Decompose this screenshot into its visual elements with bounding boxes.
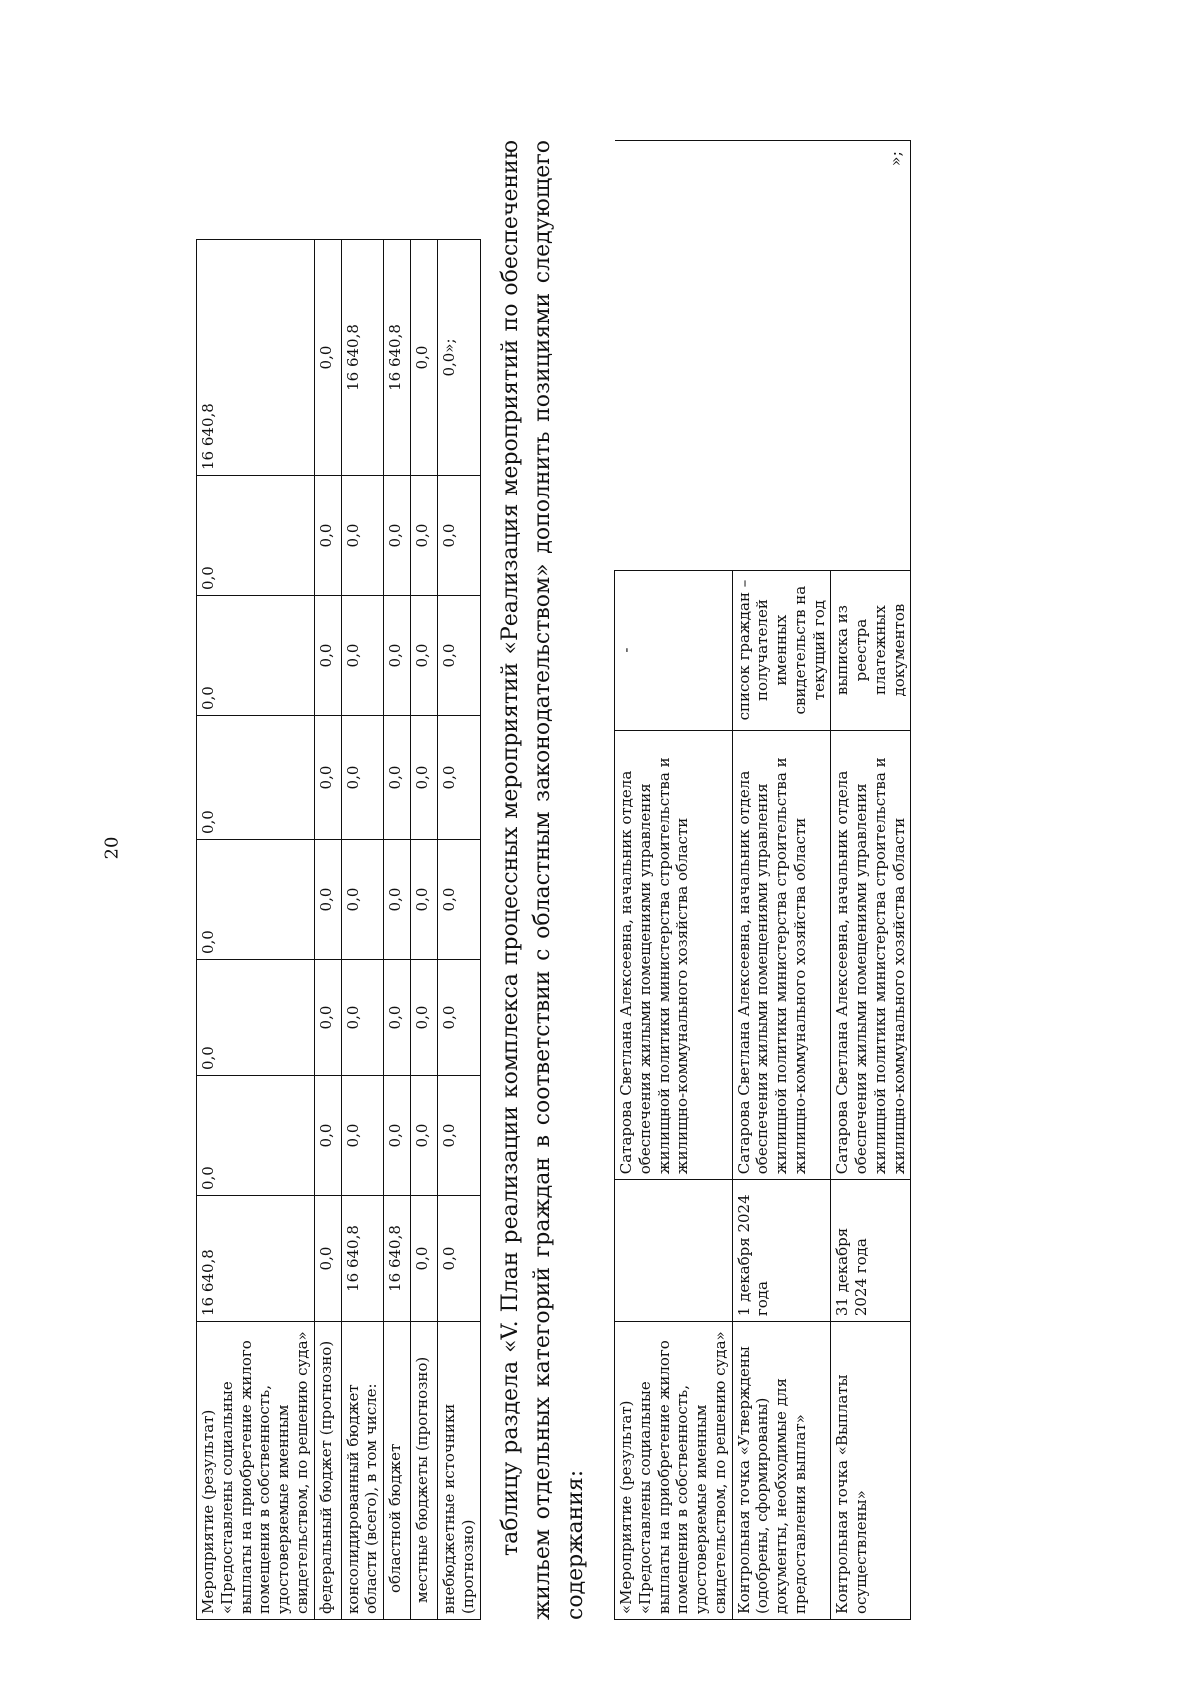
value-cell: 0,0 [341, 840, 384, 960]
value-cell: 0,0 [314, 1076, 341, 1196]
event-info-cell [831, 141, 911, 571]
value-cell: 0,0 [384, 840, 411, 960]
value-cell: 0,0 [411, 476, 438, 596]
value-cell: 16 640,8 [384, 240, 411, 476]
event-responsible: Сатарова Светлана Алексеевна, начальник отдела обеспечения жилыми помещениями управления жилищной политики министерства строительства и жилищно-коммунального хозяйства области [615, 730, 733, 1180]
event-responsible: Сатарова Светлана Алексеевна, начальник отдела обеспечения жилыми помещениями управления жилищной политики министерства строительства и жилищно-коммунального хозяйства области [732, 730, 831, 1180]
value-cell: 16 640,8 [341, 1196, 384, 1322]
value-cell: 0,0 [411, 716, 438, 840]
page-number: 20 [101, 836, 123, 860]
table-row [384, 240, 411, 1620]
value-cell: 0,0 [341, 596, 384, 716]
value-cell: 0,0 [197, 840, 315, 960]
table-row [314, 240, 341, 1620]
value-cell: 0,0 [197, 476, 315, 596]
value-cell: 0,0 [411, 960, 438, 1076]
event-document: список граждан – получателей именных свидетельств на текущий год [732, 570, 831, 730]
row-label: местные бюджеты (прогнозно) [411, 1322, 438, 1620]
row-label: внебюджетные источники (прогнозно) [438, 1322, 481, 1620]
event-info [615, 141, 733, 571]
value-cell: 0,0 [438, 476, 481, 596]
value-cell: 0,0 [384, 1076, 411, 1196]
event-name: «Мероприятие (результат) «Предоставлены социальные выплаты на приобретение жилого помещения в собственность, удостоверяемые именным свидетельством, по решению суда» [615, 1322, 733, 1620]
amendment-paragraph: таблицу раздела «V. План реализации комплекса процессных мероприятий «Реализация мероприятий по обеспечению жильем отдельных категорий граждан в соответствии с областным законодательством» дополнить позициями следующего содержания: [497, 140, 588, 1620]
value-cell: 0,0 [384, 716, 411, 840]
value-cell: 0,0 [197, 716, 315, 840]
value-cell: 0,0 [197, 960, 315, 1076]
value-cell: 0,0 [314, 840, 341, 960]
rotated-page-content [196, 140, 911, 1620]
table-row [438, 240, 481, 1620]
value-cell: 0,0 [438, 1196, 481, 1322]
value-cell: 0,0 [384, 476, 411, 596]
event-responsible: Сатарова Светлана Алексеевна, начальник отдела обеспечения жилыми помещениями управления жилищной политики министерства строительства и жилищно-коммунального хозяйства области [831, 730, 911, 1180]
financing-table [196, 239, 481, 1620]
event-document: - [615, 570, 733, 730]
value-cell: 0,0 [314, 1196, 341, 1322]
value-cell: 0,0 [438, 716, 481, 840]
event-date: 31 декабря 2024 года [831, 1180, 911, 1322]
value-cell: 0,0 [384, 596, 411, 716]
value-cell: 0,0»; [438, 240, 481, 476]
table-row [831, 141, 911, 1620]
value-cell: 0,0 [384, 960, 411, 1076]
value-cell: 0,0 [411, 840, 438, 960]
row-label: областной бюджет [384, 1322, 411, 1620]
events-table [614, 140, 911, 1620]
event-name: Контрольная точка «Выплаты осуществлены» [831, 1322, 911, 1620]
event-document: выписка из реестра платежных документов [831, 570, 911, 730]
table-row [615, 141, 733, 1620]
table-row [732, 141, 831, 1620]
value-cell: 0,0 [314, 716, 341, 840]
value-cell: 0,0 [411, 1076, 438, 1196]
value-cell: 0,0 [438, 960, 481, 1076]
row-label: федеральный бюджет (прогнозно) [314, 1322, 341, 1620]
value-cell: 0,0 [411, 1196, 438, 1322]
value-cell: 0,0 [341, 476, 384, 596]
row-label: консолидированный бюджет области (всего), в том числе: [341, 1322, 384, 1620]
event-date: 1 декабря 2024 года [732, 1180, 831, 1322]
value-cell: 0,0 [438, 840, 481, 960]
table-row [411, 240, 438, 1620]
table-row [341, 240, 384, 1620]
value-cell: 0,0 [438, 1076, 481, 1196]
value-cell: 0,0 [197, 1076, 315, 1196]
row-label: Мероприятие (результат) «Предоставлены социальные выплаты на приобретение жилого помещения в собственность, удостоверяемые именным свидетельством, по решению суда» [197, 1322, 315, 1620]
value-cell: 0,0 [314, 240, 341, 476]
value-cell: 0,0 [411, 240, 438, 476]
value-cell: 16 640,8 [197, 240, 315, 476]
value-cell: 0,0 [341, 1076, 384, 1196]
value-cell: 16 640,8 [384, 1196, 411, 1322]
value-cell: 0,0 [314, 960, 341, 1076]
value-cell: 0,0 [314, 596, 341, 716]
event-name: Контрольная точка «Утверждены (одобрены, сформированы) документы, необходимые для предоставления выплат» [732, 1322, 831, 1620]
value-cell: 0,0 [341, 960, 384, 1076]
table-row [197, 240, 315, 1620]
value-cell: 0,0 [197, 596, 315, 716]
value-cell: 16 640,8 [197, 1196, 315, 1322]
value-cell: 0,0 [411, 596, 438, 716]
value-cell: 0,0 [341, 716, 384, 840]
value-cell: 0,0 [314, 476, 341, 596]
closing-quote: »; [886, 151, 906, 167]
event-date [615, 1180, 733, 1322]
value-cell: 0,0 [438, 596, 481, 716]
event-info [732, 141, 831, 571]
value-cell: 16 640,8 [341, 240, 384, 476]
